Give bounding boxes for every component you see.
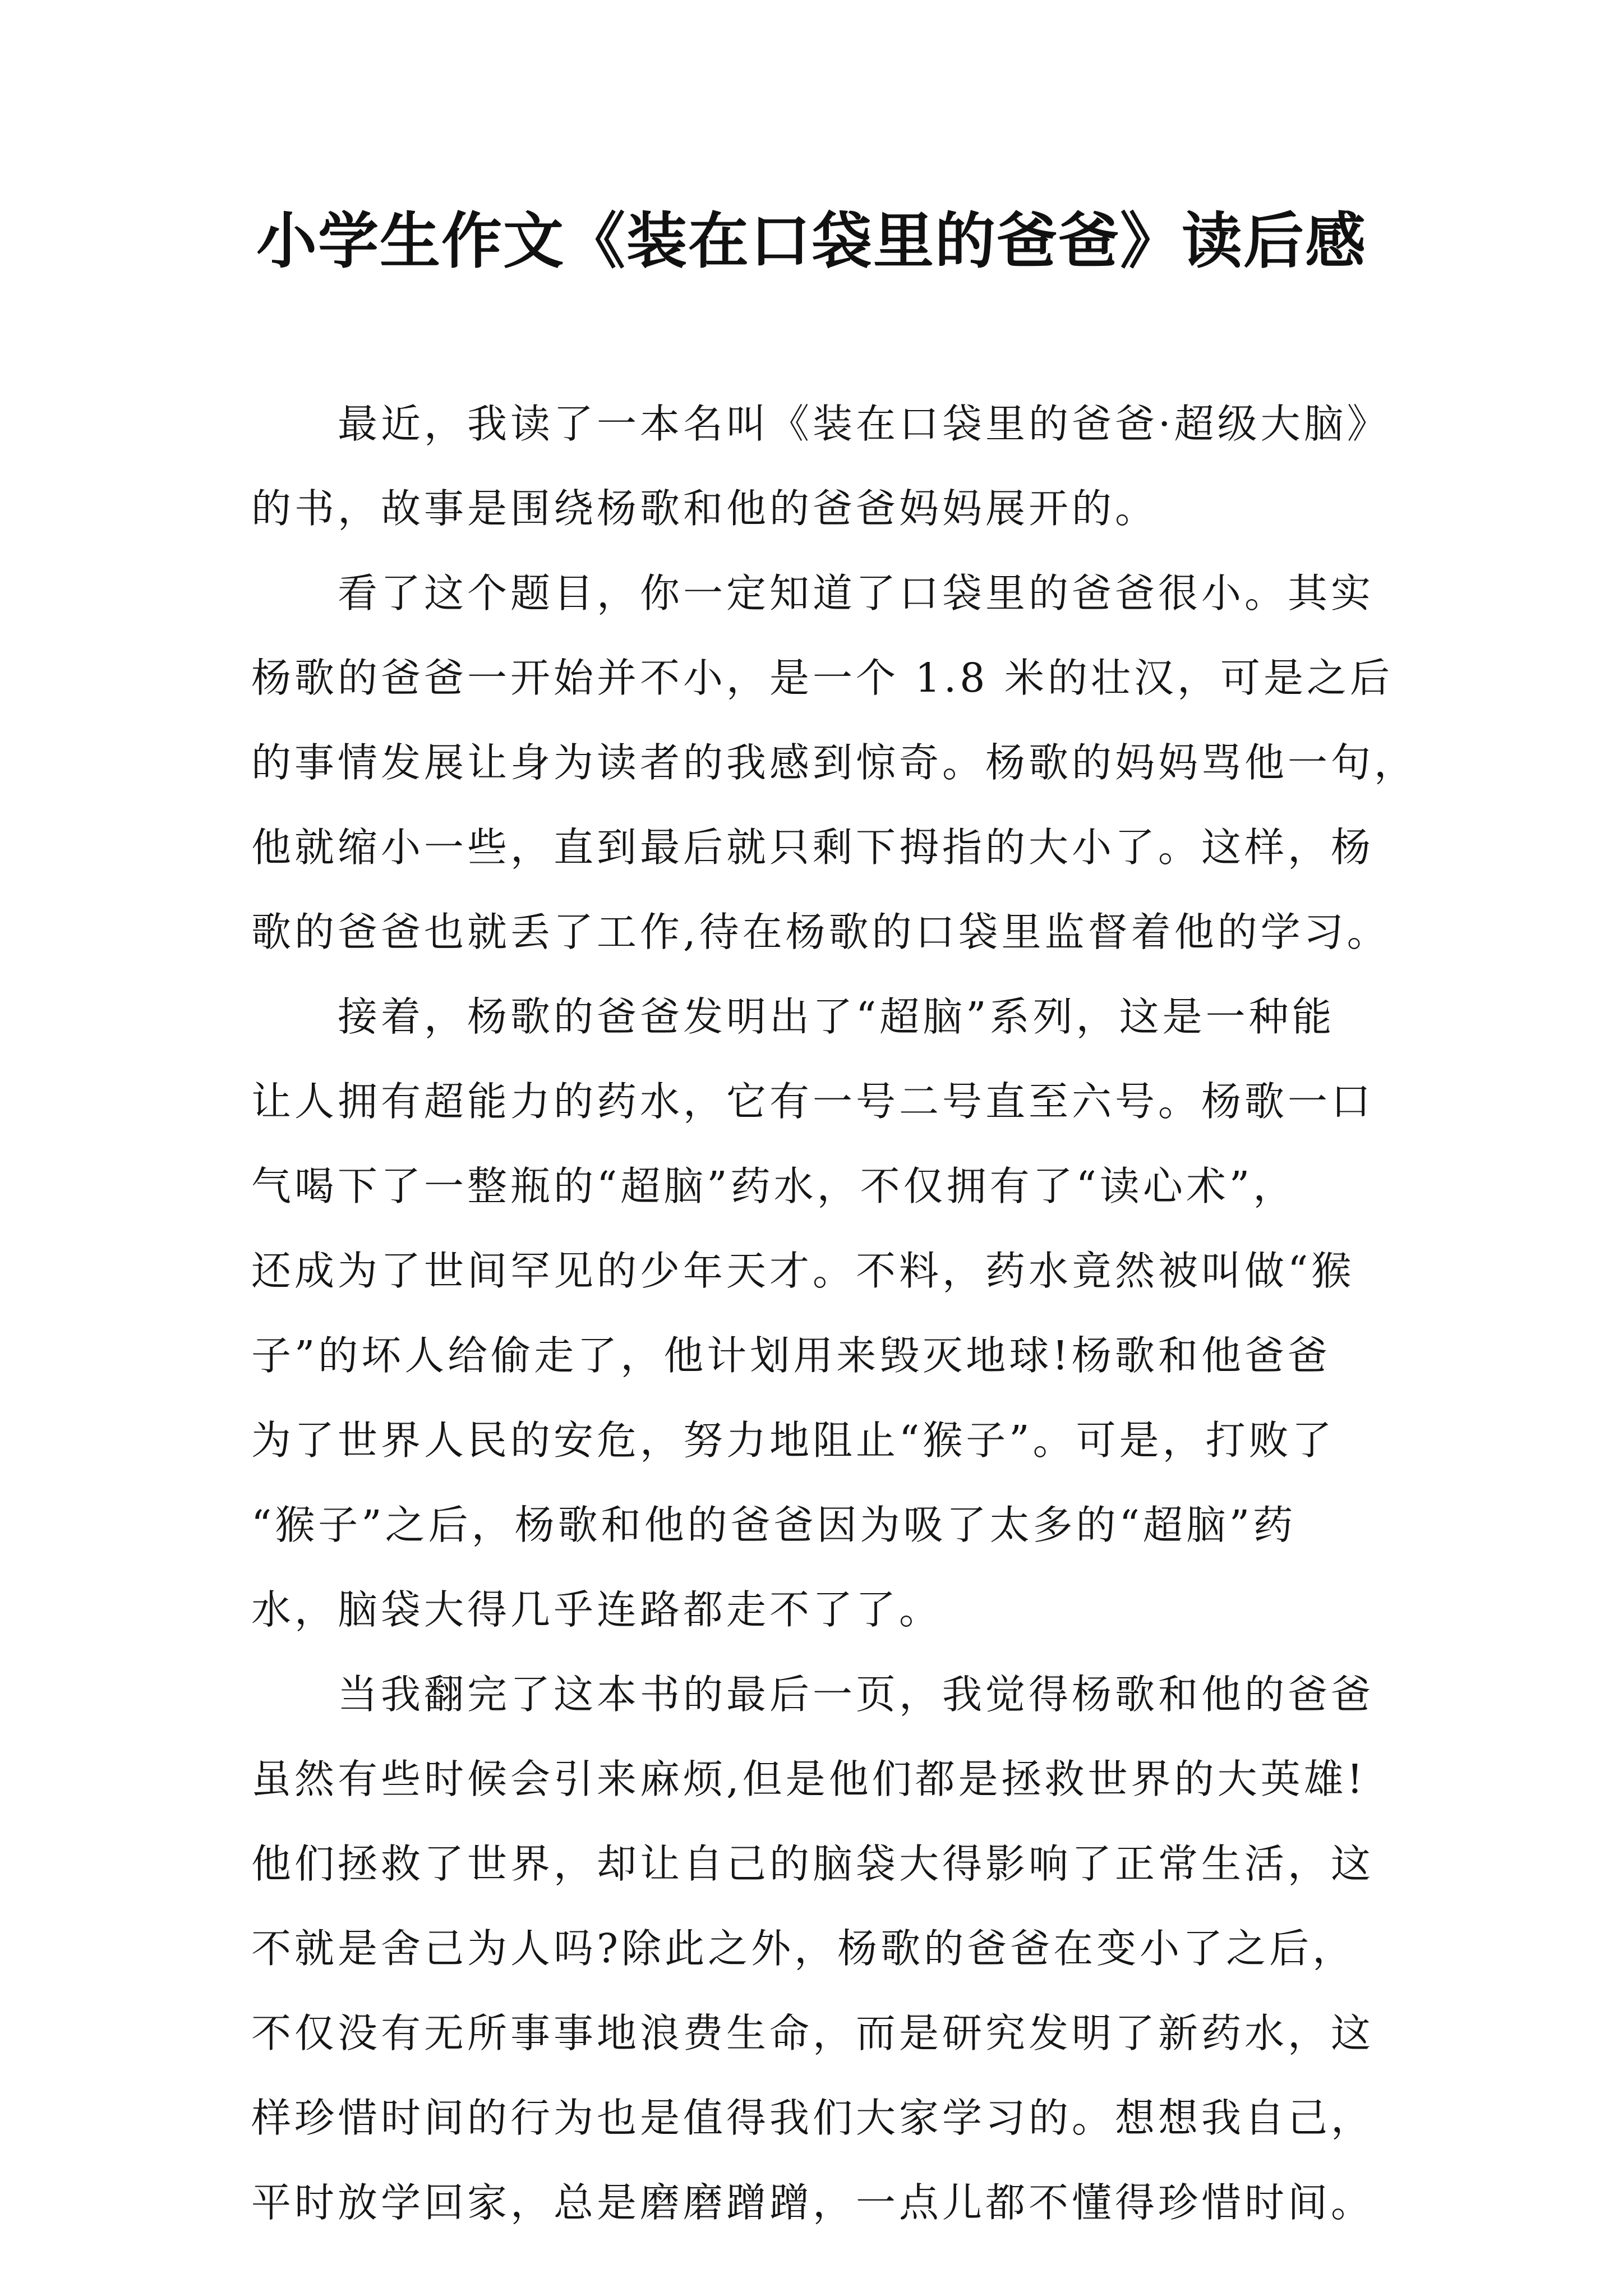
text-line: 不仅没有无所事事地浪费生命，而是研究发明了新药水，这 (251, 2010, 1375, 2056)
text-line: 气喝下了一整瓶的“超脑”药水，不仅拥有了“读心术”， (251, 1163, 1297, 1209)
text-line: 最近，我读了一本名叫《装在口袋里的爸爸·超级大脑》 (338, 401, 1390, 447)
text-line: 平时放学回家，总是磨磨蹭蹭，一点儿都不懂得珍惜时间。 (251, 2179, 1375, 2226)
paragraph-4 (251, 1652, 1395, 2245)
text-line: 当我翻完了这本书的最后一页，我觉得杨歌和他的爸爸 (338, 1671, 1375, 1718)
text-line: 他们拯救了世界，却让自己的脑袋大得影响了正常生活，这 (251, 1841, 1375, 1887)
paragraph-2 (251, 551, 1418, 974)
text-line: 样珍惜时间的行为也是值得我们大家学习的。想想我自己， (251, 2095, 1375, 2141)
text-line: 不就是舍己为人吗?除此之外，杨歌的爸爸在变小了之后， (251, 1925, 1356, 1972)
paragraph-1 (251, 381, 1395, 551)
text-line: 让人拥有超能力的药水，它有一号二号直至六号。杨歌一口 (251, 1078, 1375, 1125)
paragraph-3 (251, 974, 1395, 1652)
text-line: 杨歌的爸爸一开始并不小，是一个 1.8 米的壮汉，可是之后 (251, 655, 1394, 701)
text-line: 歌的爸爸也就丢了工作,待在杨歌的口袋里监督着他的学习。 (251, 909, 1390, 955)
text-line: 子”的坏人给偷走了，他计划用来毁灭地球!杨歌和他爸爸 (251, 1332, 1331, 1379)
text-line: 虽然有些时候会引来麻烦,但是他们都是拯救世界的大英雄! (251, 1756, 1367, 1802)
text-line: 看了这个题目，你一定知道了口袋里的爸爸很小。其实 (338, 570, 1375, 616)
text-line: 还成为了世间罕见的少年天才。不料，药水竟然被叫做“猴 (251, 1248, 1355, 1294)
text-line: 水，脑袋大得几乎连路都走不了了。 (251, 1586, 943, 1633)
text-line: 接着，杨歌的爸爸发明出了“超脑”系列，这是一种能 (338, 993, 1335, 1040)
text-line: 他就缩小一些，直到最后就只剩下拇指的大小了。这样，杨 (251, 824, 1375, 871)
document-title: 小学生作文《装在口袋里的爸爸》读后感 (256, 206, 1367, 277)
document-body (251, 381, 1418, 2245)
text-line: 的事情发展让身为读者的我感到惊奇。杨歌的妈妈骂他一句， (251, 739, 1418, 786)
text-line: “猴子”之后，杨歌和他的爸爸因为吸了太多的“超脑”药 (251, 1502, 1297, 1548)
text-line: 的书，故事是围绕杨歌和他的爸爸妈妈展开的。 (251, 485, 1159, 532)
text-line: 为了世界人民的安危，努力地阻止“猴子”。可是，打败了 (251, 1417, 1335, 1464)
